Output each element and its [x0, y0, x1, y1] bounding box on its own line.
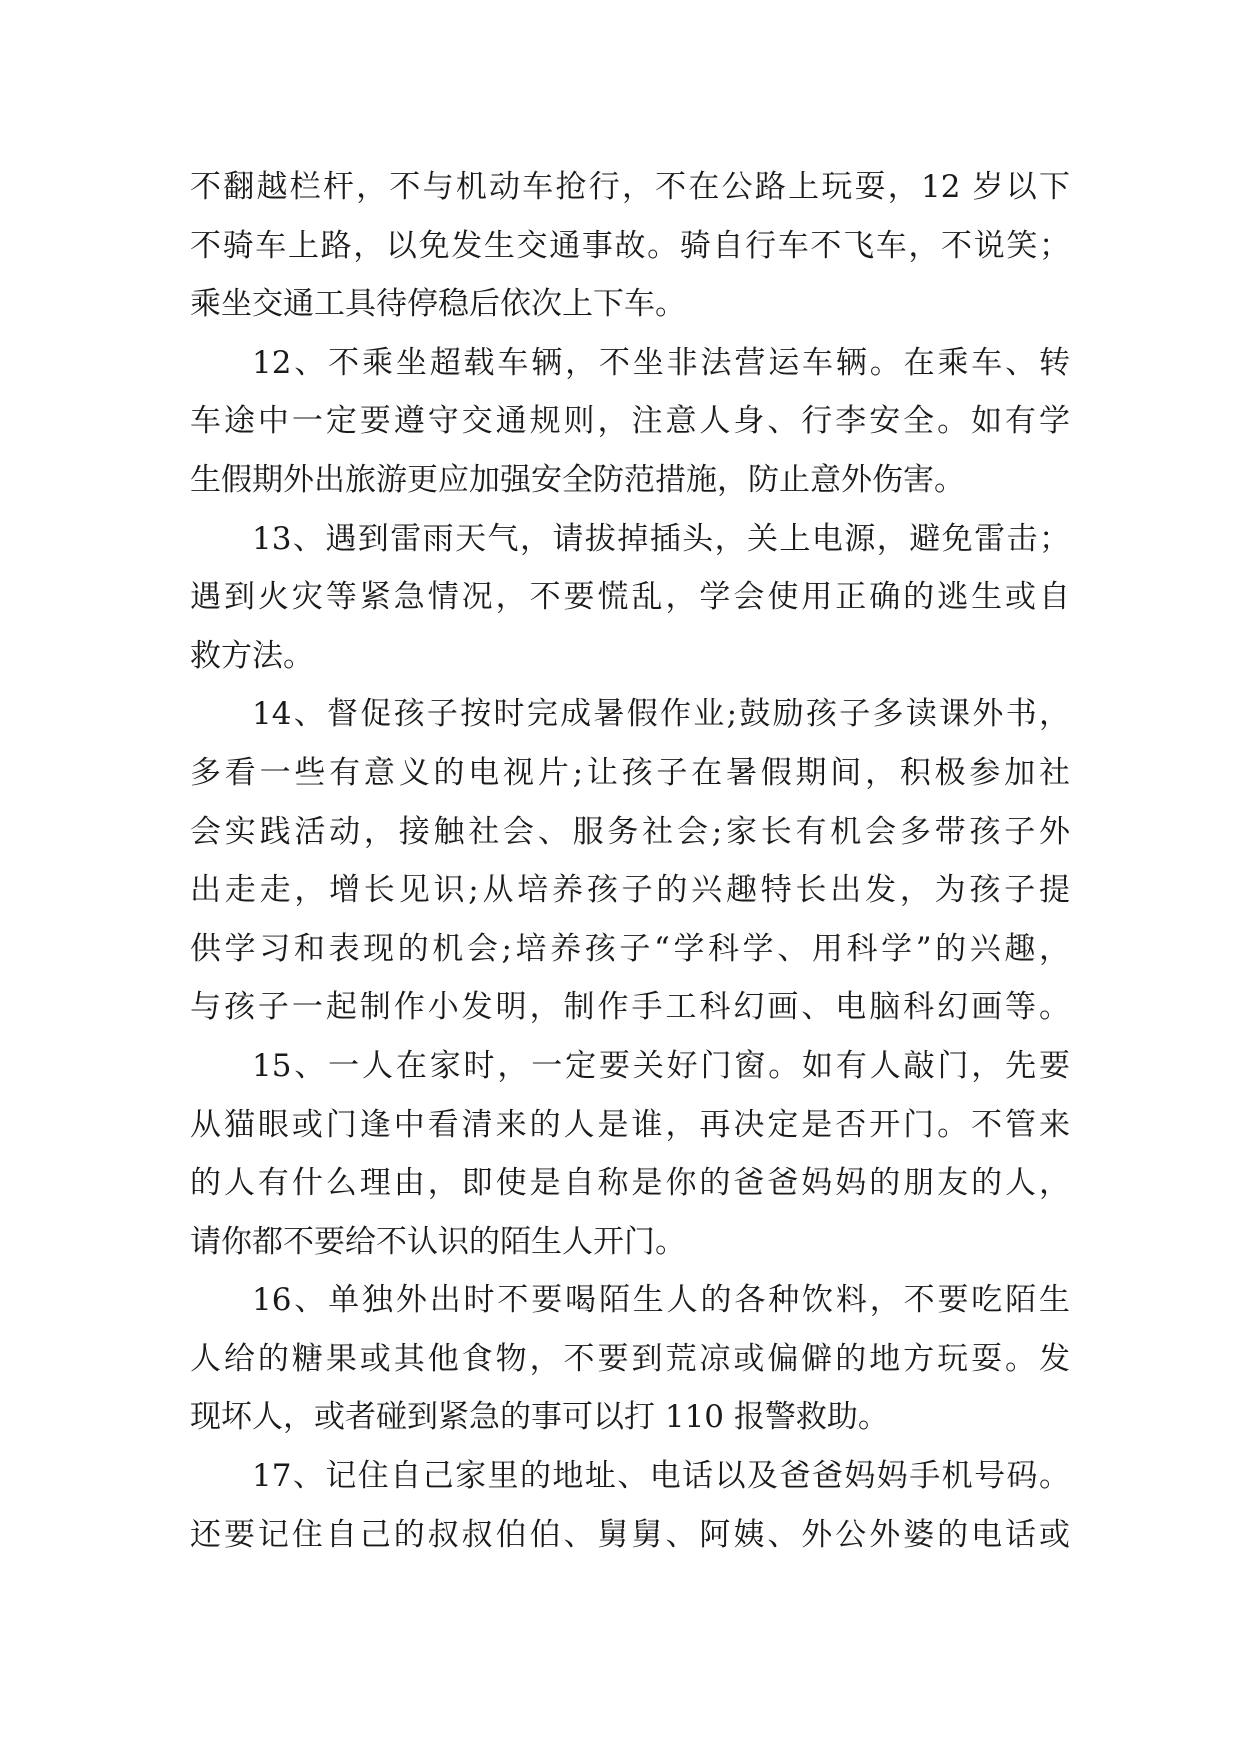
text-line: 从猫眼或门逢中看清来的人是谁，再决定是否开门。不管来 — [190, 1106, 1070, 1143]
text-line: 会实践活动，接触社会、服务社会;家长有机会多带孩子外 — [190, 813, 1070, 850]
text-line: 车途中一定要遵守交通规则，注意人身、行李安全。如有学 — [190, 403, 1070, 440]
text-line: 请你都不要给不认识的陌生人开门。 — [190, 1223, 686, 1260]
text-line: 不翻越栏杆，不与机动车抢行，不在公路上玩耍，12 岁以下 — [190, 169, 1070, 205]
text-line: 供学习和表现的机会;培养孩子“学科学、用科学”的兴趣， — [190, 930, 1070, 967]
document-body — [190, 158, 1070, 1564]
text-line: 不骑车上路，以免发生交通事故。骑自行车不飞车，不说笑； — [190, 227, 1070, 264]
paragraph-start-line: 12、不乘坐超载车辆，不坐非法营运车辆。在乘车、转 — [252, 344, 1070, 381]
text-line: 与孩子一起制作小发明，制作手工科幻画、电脑科幻画等。 — [190, 989, 1070, 1026]
text-line: 生假期外出旅游更应加强安全防范措施，防止意外伤害。 — [190, 461, 965, 498]
text-line: 的人有什么理由，即使是自称是你的爸爸妈妈的朋友的人， — [190, 1165, 1070, 1202]
paragraph-start-line: 16、单独外出时不要喝陌生人的各种饮料，不要吃陌生 — [252, 1282, 1070, 1319]
paragraph-start-line: 17、记住自己家里的地址、电话以及爸爸妈妈手机号码。 — [252, 1458, 1070, 1495]
paragraph-start-line: 14、督促孩子按时完成暑假作业;鼓励孩子多读课外书， — [252, 696, 1070, 733]
paragraph-start-line: 15、一人在家时，一定要关好门窗。如有人敲门，先要 — [252, 1047, 1070, 1084]
text-line: 人给的糖果或其他食物，不要到荒凉或偏僻的地方玩耍。发 — [190, 1340, 1070, 1377]
text-line: 还要记住自己的叔叔伯伯、舅舅、阿姨、外公外婆的电话或 — [190, 1516, 1070, 1553]
text-line: 现坏人，或者碰到紧急的事可以打 110 报警救助。 — [190, 1399, 889, 1436]
text-line: 救方法。 — [190, 637, 314, 674]
text-line: 多看一些有意义的电视片;让孩子在暑假期间，积极参加社 — [190, 754, 1070, 791]
text-line: 遇到火灾等紧急情况，不要慌乱，学会使用正确的逃生或自 — [190, 579, 1070, 616]
text-line: 乘坐交通工具待停稳后依次上下车。 — [190, 286, 686, 323]
text-line: 出走走，增长见识;从培养孩子的兴趣特长出发，为孩子提 — [190, 872, 1070, 909]
paragraph-start-line: 13、遇到雷雨天气，请拔掉插头，关上电源，避免雷击； — [252, 520, 1070, 557]
